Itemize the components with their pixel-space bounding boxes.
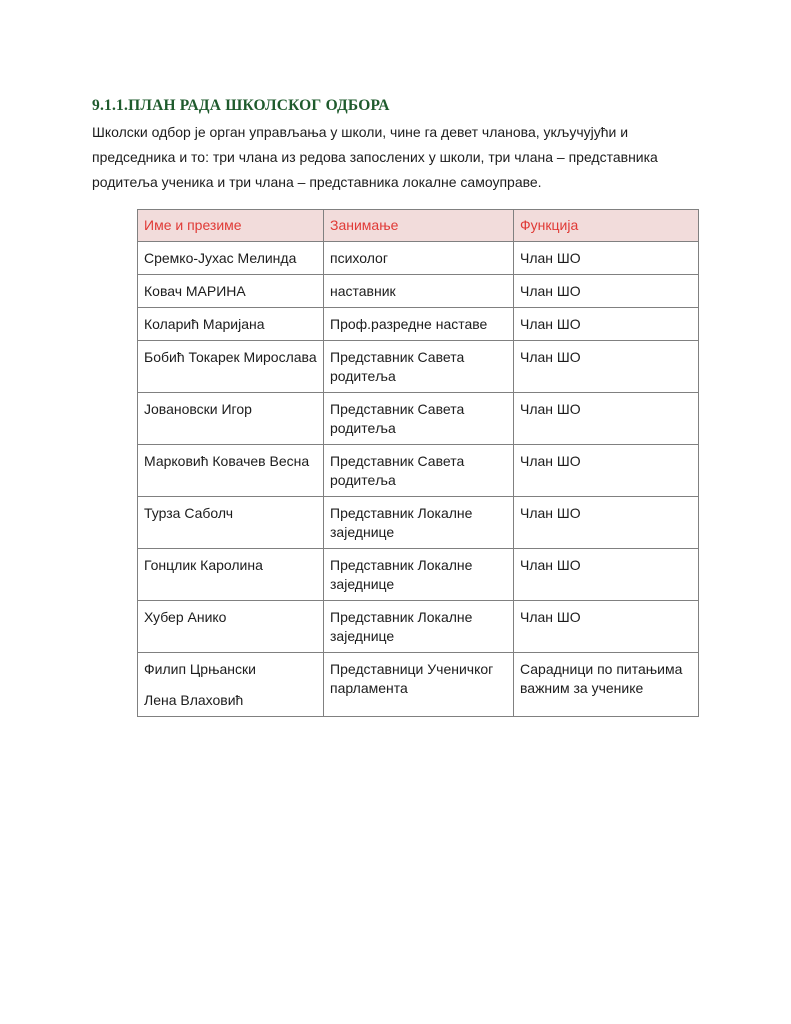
- function-cell: Члан ШО: [514, 341, 699, 393]
- section-heading: 9.1.1.ПЛАН РАДА ШКОЛСКОГ ОДБОРА: [92, 97, 390, 114]
- name-cell: Коларић Маријана: [138, 308, 324, 341]
- occupation-cell: наставник: [324, 275, 514, 308]
- function-cell: Члан ШО: [514, 393, 699, 445]
- header-occupation: Занимање: [324, 210, 514, 242]
- table-row: [138, 308, 699, 341]
- function-cell: Члан ШО: [514, 445, 699, 497]
- function-cell: Члан ШО: [514, 549, 699, 601]
- occupation-cell: Проф.разредне наставе: [324, 308, 514, 341]
- function-cell: Члан ШО: [514, 601, 699, 653]
- table-row: [138, 601, 699, 653]
- name-cell: Марковић Ковачев Весна: [138, 445, 324, 497]
- occupation-cell: Представници Ученичког парламента: [324, 653, 514, 717]
- name-cell: Сремко-Јухас Мелинда: [138, 242, 324, 275]
- occupation-cell: психолог: [324, 242, 514, 275]
- function-cell: Члан ШО: [514, 308, 699, 341]
- occupation-cell: Представник Савета родитеља: [324, 393, 514, 445]
- name-cell: Ковач МАРИНА: [138, 275, 324, 308]
- name-cell: Гонцлик Каролина: [138, 549, 324, 601]
- occupation-cell: Представник Савета родитеља: [324, 341, 514, 393]
- function-cell: Сарадници по питањима важним за ученике: [514, 653, 699, 717]
- occupation-cell: Представник Локалне заједнице: [324, 601, 514, 653]
- name-cell: Јовановски Игор: [138, 393, 324, 445]
- name-line: Филип Црњански: [144, 661, 256, 677]
- table-body: [138, 242, 699, 717]
- header-function: Функција: [514, 210, 699, 242]
- table-row: [138, 653, 699, 717]
- table-row: [138, 549, 699, 601]
- table-row: [138, 275, 699, 308]
- table-row: [138, 393, 699, 445]
- table-row: [138, 341, 699, 393]
- function-cell: Члан ШО: [514, 275, 699, 308]
- occupation-cell: Представник Локалне заједнице: [324, 497, 514, 549]
- intro-paragraph: Школски одбор је орган управљања у школи, чине га девет чланова, укључујући и председника и то: три члана из редова запослених у школи, три члана – представника родитеља ученика и три члана – представника локалне самоуправе.: [92, 124, 658, 190]
- occupation-cell: Представник Савета родитеља: [324, 445, 514, 497]
- function-cell: Члан ШО: [514, 497, 699, 549]
- table-header-row: [138, 210, 699, 242]
- name-cell: [138, 653, 324, 717]
- name-line: Лена Влаховић: [144, 692, 244, 708]
- school-board-table: [137, 209, 699, 717]
- function-cell: Члан ШО: [514, 242, 699, 275]
- name-cell: Турза Саболч: [138, 497, 324, 549]
- table-row: [138, 242, 699, 275]
- occupation-cell: Представник Локалне заједнице: [324, 549, 514, 601]
- name-cell: Хубер Анико: [138, 601, 324, 653]
- table-row: [138, 445, 699, 497]
- header-name: Име и презиме: [138, 210, 324, 242]
- table-row: [138, 497, 699, 549]
- name-cell: Бобић Токарек Мирослава: [138, 341, 324, 393]
